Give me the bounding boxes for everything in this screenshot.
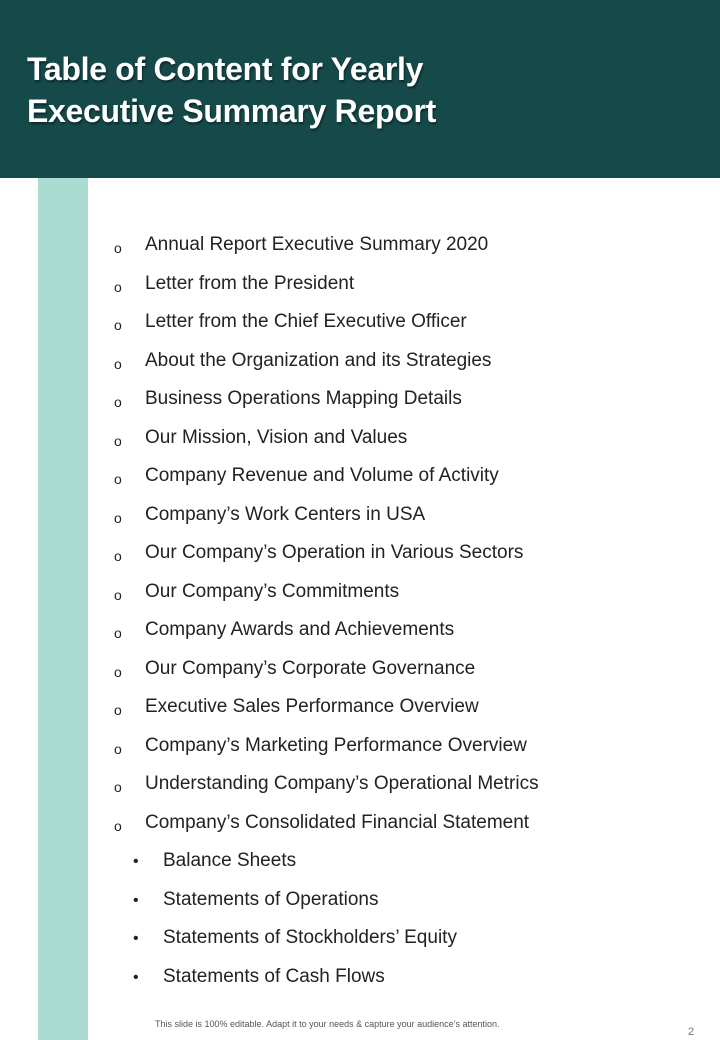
bullet-icon: • — [133, 968, 139, 986]
hollow-bullet-icon: o — [114, 509, 122, 526]
toc-item-label: Our Company’s Operation in Various Sectors — [145, 542, 524, 563]
hollow-bullet-icon: o — [114, 779, 122, 795]
toc-item-label: Annual Report Executive Summary 2020 — [145, 234, 489, 255]
page-number: 2 — [688, 1026, 695, 1038]
bullet-icon: • — [133, 853, 139, 870]
bullet-icon: • — [133, 930, 139, 947]
toc-item-label: Letter from the Chief Executive Officer — [145, 311, 467, 332]
title-line-1: Table of Content for Yearly — [27, 51, 424, 87]
hollow-bullet-icon: o — [114, 317, 122, 333]
title-line-2: Executive Summary Report — [27, 93, 436, 129]
hollow-bullet-icon: o — [114, 586, 122, 603]
header-banner — [0, 0, 720, 178]
toc-item-label: Balance Sheets — [163, 850, 297, 871]
footer-note: This slide is 100% editable. Adapt it to your needs & capture your audience’s attention. — [155, 1019, 500, 1029]
hollow-bullet-icon: o — [114, 471, 122, 487]
toc-item-label: Company’s Marketing Performance Overview — [145, 734, 527, 756]
toc-item-label: Business Operations Mapping Details — [145, 388, 462, 409]
toc-item-label: Statements of Stockholders’ Equity — [163, 927, 457, 948]
hollow-bullet-icon: o — [114, 740, 122, 757]
toc-item-label: Our Company’s Corporate Governance — [145, 657, 476, 679]
toc-item-label: Company Awards and Achievements — [145, 619, 455, 640]
hollow-bullet-icon: o — [114, 625, 122, 641]
toc-item-label: Company’s Work Centers in USA — [145, 503, 426, 525]
toc-item-label: Understanding Company’s Operational Metrics — [145, 773, 539, 794]
hollow-bullet-icon: o — [114, 702, 122, 718]
hollow-bullet-icon: o — [114, 432, 122, 449]
hollow-bullet-icon: o — [114, 394, 122, 410]
hollow-bullet-icon: o — [114, 278, 122, 295]
page-title — [27, 48, 436, 132]
toc-item-label: About the Organization and its Strategies — [145, 349, 492, 371]
toc-item-label: Our Company’s Commitments — [145, 580, 400, 602]
hollow-bullet-icon: o — [114, 240, 122, 256]
hollow-bullet-icon: o — [114, 548, 122, 564]
hollow-bullet-icon: o — [114, 355, 122, 372]
toc-item-label: Statements of Cash Flows — [163, 965, 385, 987]
hollow-bullet-icon: o — [114, 663, 122, 680]
hollow-bullet-icon: o — [114, 817, 122, 834]
accent-side-bar — [38, 178, 88, 1040]
toc-item-label: Our Mission, Vision and Values — [145, 426, 408, 448]
bullet-icon: • — [133, 891, 139, 909]
toc-item-label: Company’s Consolidated Financial Statement — [145, 811, 530, 833]
toc-item-label: Letter from the President — [145, 272, 355, 294]
toc-item-label: Executive Sales Performance Overview — [145, 696, 479, 717]
toc-item-label: Statements of Operations — [163, 888, 379, 910]
toc-item-label: Company Revenue and Volume of Activity — [145, 465, 499, 486]
